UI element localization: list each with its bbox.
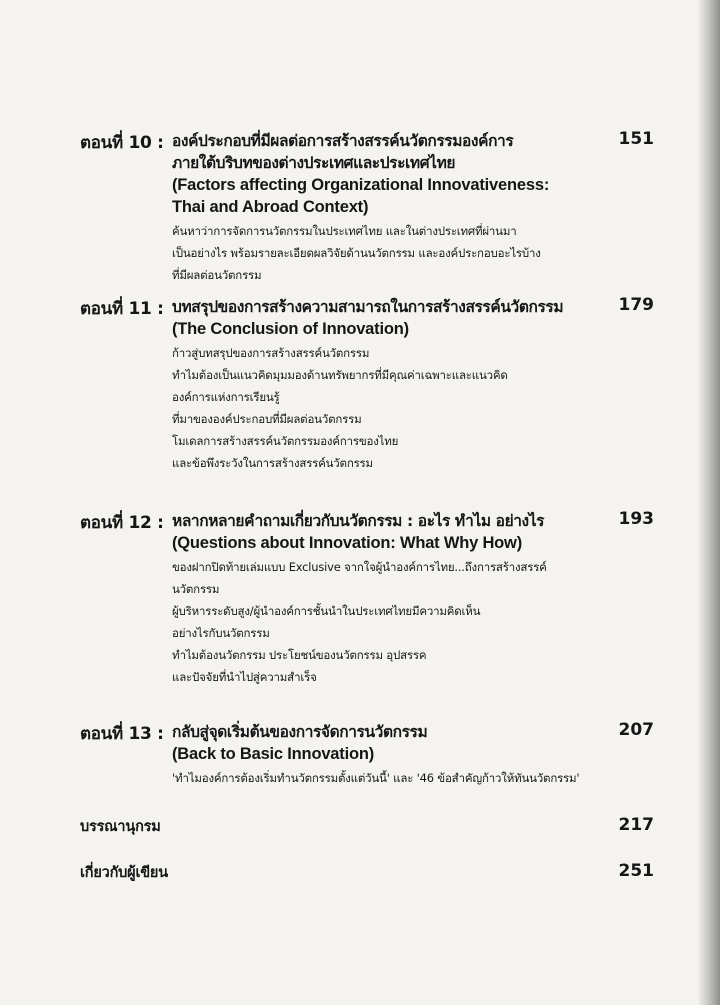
chapter-description-line: เป็นอย่างไร พร้อมรายละเอียดผลวิจัยด้านนวัตกรรม และองค์ประกอบอะไรบ้าง [172, 246, 541, 260]
chapter-content [172, 721, 580, 789]
chapter-title-thai-line: กลับสู่จุดเริ่มต้นของการจัดการนวัตกรรม [172, 723, 428, 741]
chapter-title-english-line: Thai and Abroad Context) [172, 198, 369, 216]
chapter-description-line: อย่างไรกับนวัตกรรม [172, 626, 270, 640]
chapter-label: ตอนที่ 10 : [80, 133, 164, 153]
chapter-title-thai-line: หลากหลายคำถามเกี่ยวกับนวัตกรรม : อะไร ทำไม อย่างไร [172, 512, 545, 530]
chapter-title-english-line: (Factors affecting Organizational Innovativeness: [172, 176, 550, 194]
page-number: 179 [618, 295, 654, 315]
chapter-title-english-line: (Back to Basic Innovation) [172, 745, 375, 763]
page-number: 193 [618, 509, 654, 529]
chapter-label: ตอนที่ 13 : [80, 724, 164, 744]
bibliography-label: บรรณานุกรม [80, 819, 161, 835]
chapter-description-line: ผู้บริหารระดับสูง/ผู้นำองค์การชั้นนำในประเทศไทยมีความคิดเห็น [172, 604, 481, 618]
chapter-description-line: และปัจจัยที่นำไปสู่ความสำเร็จ [172, 670, 317, 684]
page-number: 207 [618, 720, 654, 740]
chapter-title-thai-line: ภายใต้บริบทของต่างประเทศและประเทศไทย [172, 154, 456, 172]
chapter-description-line: ที่มาขององค์ประกอบที่มีผลต่อนวัตกรรม [172, 412, 362, 426]
chapter-description-line: 'ทำไมองค์การต้องเริ่มทำนวัตกรรมตั้งแต่วันนี้' และ '46 ข้อสำคัญก้าวให้ทันนวัตกรรม' [172, 771, 580, 785]
chapter-title-english-line: (Questions about Innovation: What Why How) [172, 534, 522, 552]
chapter-description-line: โมเดลการสร้างสรรค์นวัตกรรมองค์การของไทย [172, 434, 399, 448]
chapter-description-line: ของฝากปิดท้ายเล่มแบบ Exclusive จากใจผู้นำองค์การไทย...ถึงการสร้างสรรค์ [172, 560, 547, 574]
page-number: 251 [618, 861, 654, 881]
toc-entry-about-author [80, 861, 654, 885]
chapter-description-line: องค์การแห่งการเรียนรู้ [172, 390, 280, 404]
page-edge-shadow [698, 0, 720, 1005]
chapter-description-line: ที่มีผลต่อนวัตกรรม [172, 268, 262, 282]
page-number: 151 [618, 129, 654, 149]
toc-entry-chapter-12 [80, 509, 654, 699]
page-number: 217 [618, 815, 654, 835]
chapter-description-line: นวัตกรรม [172, 582, 220, 596]
chapter-title-thai-line: องค์ประกอบที่มีผลต่อการสร้างสรรค์นวัตกรรมองค์การ [172, 132, 514, 150]
chapter-title-thai-line: บทสรุปของการสร้างความสามารถในการสร้างสรรค์นวัตกรรม [172, 298, 564, 316]
chapter-label: ตอนที่ 12 : [80, 513, 164, 533]
chapter-label: ตอนที่ 11 : [80, 299, 164, 319]
chapter-title-english-line: (The Conclusion of Innovation) [172, 320, 409, 338]
chapter-description-line: ก้าวสู่บทสรุปของการสร้างสรรค์นวัตกรรม [172, 346, 370, 360]
chapter-description-line: ทำไมต้องเป็นแนวคิดมุมมองด้านทรัพยากรที่มีคุณค่าเฉพาะและแนวคิด [172, 368, 508, 382]
toc-entry-chapter-10 [80, 129, 654, 289]
chapter-content [172, 130, 572, 286]
toc-entry-bibliography [80, 815, 654, 839]
chapter-description-line: และข้อพึงระวังในการสร้างสรรค์นวัตกรรม [172, 456, 373, 470]
toc-entry-chapter-11 [80, 295, 654, 470]
chapter-content [172, 510, 572, 688]
chapter-description-line: ค้นหาว่าการจัดการนวัตกรรมในประเทศไทย และในต่างประเทศที่ผ่านมา [172, 224, 517, 238]
chapter-content [172, 296, 572, 474]
chapter-description-line: ทำไมต้องนวัตกรรม ประโยชน์ของนวัตกรรม อุปสรรค [172, 648, 427, 662]
toc-entry-chapter-13 [80, 720, 654, 800]
about-author-label: เกี่ยวกับผู้เขียน [80, 865, 168, 881]
